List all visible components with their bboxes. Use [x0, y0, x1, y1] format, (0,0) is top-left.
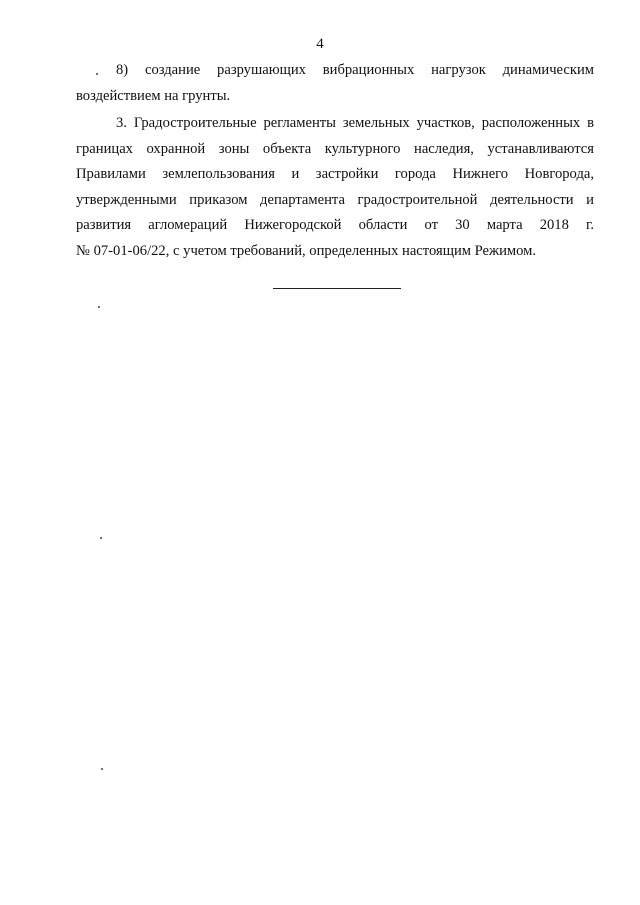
clause-3-line-5: развития агломераций Нижегородской области от 30 марта 2018 г.	[76, 217, 594, 234]
scan-speck	[100, 537, 102, 539]
clause-3-line-1: 3. Градостроительные регламенты земельных участков, расположенных в	[116, 115, 594, 131]
page-number: 4	[316, 36, 324, 52]
clause-3-paragraph	[76, 111, 594, 265]
scan-speck	[96, 73, 98, 75]
item-8-line-2: воздействием на грунты.	[76, 87, 231, 104]
item-8-paragraph	[76, 58, 594, 109]
clause-3-line-3: Правилами землепользования и застройки города Нижнего Новгорода,	[76, 166, 594, 183]
scan-speck	[98, 306, 100, 308]
clause-3-line-2: границах охранной зоны объекта культурного наследия, устанавливаются	[76, 140, 594, 157]
scan-speck	[101, 768, 103, 770]
clause-3-line-4: утвержденными приказом департамента градостроительной деятельности и	[76, 191, 594, 208]
clause-3-line-6: № 07-01-06/22, с учетом требований, определенных настоящим Режимом.	[76, 242, 537, 259]
end-separator-line	[273, 288, 401, 289]
item-8-line-1: 8) создание разрушающих вибрационных нагрузок динамическим	[116, 62, 594, 78]
